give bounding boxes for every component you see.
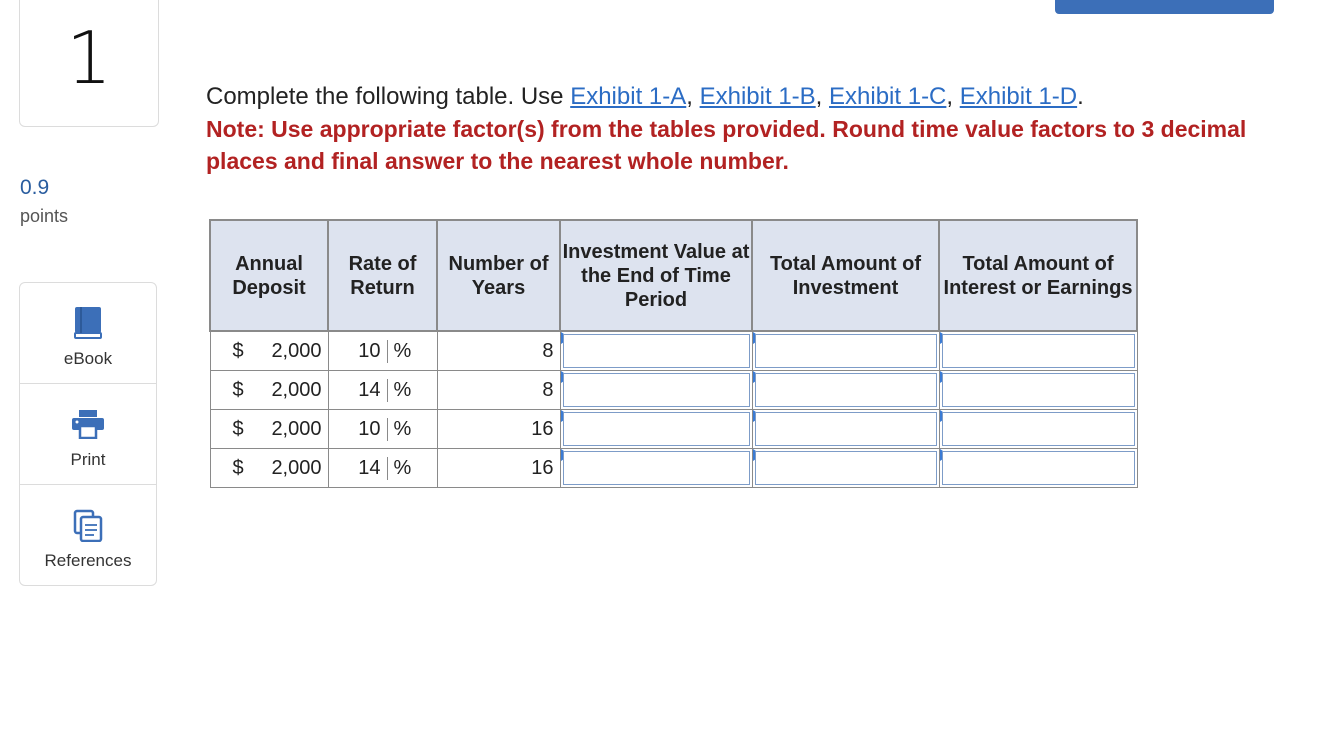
table-header-row (210, 220, 1137, 331)
print-label: Print (70, 450, 106, 469)
total-interest-input[interactable] (939, 331, 1137, 371)
input-field[interactable] (755, 412, 937, 446)
rounding-note: Note: Use appropriate factor(s) from the tables provided. Round time value factors to 3 decimal places and final answer to the nearest whole number. (206, 116, 1247, 174)
deposit-cell (210, 410, 328, 449)
header-total-investment: Total Amount of Investment (752, 220, 939, 331)
table-row (210, 410, 1137, 449)
currency-sign: $ (232, 456, 244, 479)
points-value: 0.9 (20, 176, 50, 199)
ebook-label: eBook (63, 349, 113, 368)
references-label: References (44, 551, 132, 570)
header-rate-of-return: Rate of Return (328, 220, 437, 331)
years-cell (437, 449, 560, 488)
question-number: 1 (66, 15, 112, 100)
points-label: points (20, 206, 69, 226)
deposit-value: 2,000 (271, 378, 322, 401)
link-separator: , (946, 83, 960, 110)
percent-sign: % (393, 378, 412, 401)
top-action-bar[interactable] (1055, 0, 1274, 14)
rate-cell (328, 331, 437, 371)
currency-sign: $ (232, 417, 244, 440)
years-cell (437, 371, 560, 410)
header-investment-value: Investment Value at the End of Time Period (560, 220, 752, 331)
total-interest-input[interactable] (939, 371, 1137, 410)
input-field[interactable] (563, 451, 750, 485)
deposit-value: 2,000 (271, 456, 322, 479)
references-button[interactable] (19, 484, 157, 586)
total-investment-input[interactable] (752, 410, 939, 449)
documents-icon (72, 507, 104, 543)
deposit-value: 2,000 (271, 417, 322, 440)
total-interest-input[interactable] (939, 410, 1137, 449)
input-field[interactable] (755, 451, 937, 485)
rate-value: 14 (329, 457, 388, 480)
years-value: 16 (531, 456, 554, 479)
input-field[interactable] (563, 412, 750, 446)
instructions (206, 82, 1296, 177)
input-field[interactable] (755, 334, 937, 368)
instruction-intro: Complete the following table. Use (206, 83, 571, 110)
total-interest-input[interactable] (939, 449, 1137, 488)
link-separator: , (815, 83, 830, 110)
deposit-value: 2,000 (271, 339, 322, 362)
link-separator: , (686, 83, 700, 110)
header-annual-deposit: Annual Deposit (210, 220, 328, 331)
years-cell (437, 410, 560, 449)
input-field[interactable] (942, 373, 1135, 407)
percent-sign: % (393, 417, 412, 440)
resource-sidebar (19, 282, 157, 586)
total-investment-input[interactable] (752, 371, 939, 410)
percent-sign: % (393, 339, 412, 362)
instruction-line (206, 82, 1296, 112)
years-cell (437, 331, 560, 371)
years-value: 16 (531, 417, 554, 440)
header-total-interest: Total Amount of Interest or Earnings (939, 220, 1137, 331)
total-investment-input[interactable] (752, 331, 939, 371)
rate-value: 10 (329, 418, 388, 441)
input-field[interactable] (755, 373, 937, 407)
print-button[interactable] (19, 383, 157, 485)
currency-sign: $ (232, 378, 244, 401)
deposit-cell (210, 371, 328, 410)
rate-cell (328, 410, 437, 449)
ebook-button[interactable] (19, 282, 157, 384)
exhibit-1d-link[interactable]: Exhibit 1-D (959, 83, 1078, 110)
exhibit-1a-link[interactable]: Exhibit 1-A (570, 83, 687, 110)
table-row (210, 331, 1137, 371)
book-icon (72, 305, 104, 341)
instruction-end: . (1077, 83, 1084, 110)
investment-value-input[interactable] (560, 331, 752, 371)
years-value: 8 (542, 378, 554, 401)
currency-sign: $ (232, 339, 244, 362)
printer-icon (71, 406, 105, 442)
input-field[interactable] (563, 373, 750, 407)
rate-cell (328, 449, 437, 488)
input-field[interactable] (942, 334, 1135, 368)
header-number-of-years: Number of Years (437, 220, 560, 331)
input-field[interactable] (942, 451, 1135, 485)
investment-value-input[interactable] (560, 449, 752, 488)
rate-value: 10 (329, 340, 388, 363)
deposit-cell (210, 331, 328, 371)
investment-value-input[interactable] (560, 410, 752, 449)
percent-sign: % (393, 456, 412, 479)
exhibit-1b-link[interactable]: Exhibit 1-B (699, 83, 816, 110)
input-field[interactable] (942, 412, 1135, 446)
investment-value-input[interactable] (560, 371, 752, 410)
exhibit-1c-link[interactable]: Exhibit 1-C (829, 83, 947, 110)
question-number-box (19, 0, 159, 127)
rate-value: 14 (329, 379, 388, 402)
table-row (210, 449, 1137, 488)
years-value: 8 (542, 339, 554, 362)
deposit-cell (210, 449, 328, 488)
total-investment-input[interactable] (752, 449, 939, 488)
rate-cell (328, 371, 437, 410)
table-row (210, 371, 1137, 410)
input-field[interactable] (563, 334, 750, 368)
investment-table (209, 219, 1138, 488)
